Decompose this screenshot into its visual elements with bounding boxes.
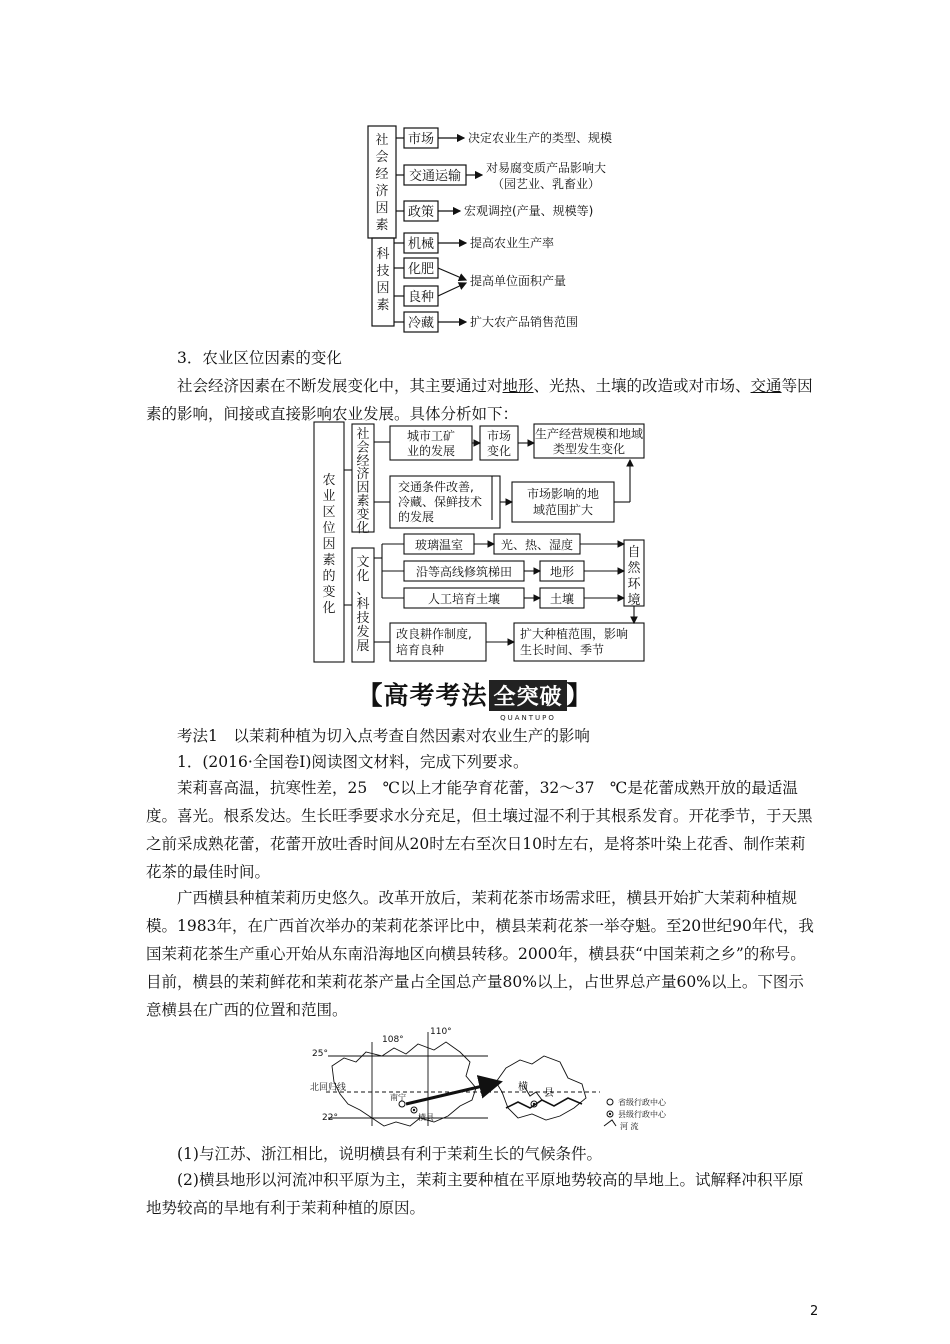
question-intro: 1．(2016·全国卷Ⅰ)阅读图文材料，完成下列要求。 bbox=[177, 753, 529, 771]
natural-env-label: 自然环境 bbox=[627, 545, 641, 608]
effect-machinery: 提高农业生产率 bbox=[470, 236, 555, 250]
social-group-label: 社会经济因素 bbox=[375, 133, 389, 233]
terrain-box: 地形 bbox=[549, 565, 575, 579]
section3-paragraph: 社会经济因素在不断发展变化中，其主要通过对地形、光热、土壤的改造或对市场、交通等因素的影响，间接或直接影响农业发展。具体分析如下： bbox=[146, 377, 813, 423]
page-number: 2 bbox=[810, 1304, 819, 1319]
light-box: 光、热、湿度 bbox=[500, 538, 574, 552]
factor-change-diagram bbox=[312, 420, 652, 666]
effect-transport-2: （园艺业、乳畜业） bbox=[492, 177, 601, 191]
tropic-label: 北回归线 bbox=[310, 1083, 347, 1093]
material-paragraph-1: 茉莉喜高温，抗寒性差，25 ℃以上才能孕育花蕾，32～37 ℃是花蕾成熟开放的最适温度。喜光。根系发达。生长旺季要求水分充足，但土壤过湿不利于其根系发育。开花季节，于天黑之前采成熟花蕾，花蕾开放吐香时间从20时左右至次日10时左右，是将茶叶染上花香、制作茉莉花茶的最佳时间。 bbox=[146, 779, 813, 881]
transport-box-1: 交通条件改善, bbox=[398, 480, 474, 494]
nanning-label: 南宁 bbox=[390, 1093, 406, 1102]
soil-box: 土壤 bbox=[549, 592, 575, 606]
legend-river: 河 流 bbox=[620, 1122, 639, 1131]
city-box-1: 城市工矿 bbox=[406, 429, 456, 443]
factor-market: 市场 bbox=[407, 132, 435, 147]
soil-make-box: 人工培育土壤 bbox=[427, 592, 501, 606]
factor-cold-storage: 冷藏 bbox=[407, 316, 435, 331]
market-range-box-1: 市场影响的地 bbox=[526, 487, 600, 501]
lat-22-label: 22° bbox=[322, 1113, 338, 1123]
lon-108-label: 108° bbox=[382, 1035, 404, 1045]
effect-transport-1: 对易腐变质产品影响大 bbox=[486, 161, 607, 175]
material-paragraph-2: 广西横县种植茉莉历史悠久。改革开放后，茉莉花茶市场需求旺，横县开始扩大茉莉种植规模。1983年，在广西首次举办的茉莉花茶评比中，横县茉莉花茶一举夺魁。至20世纪90年代，我国茉莉花茶生产重心开始从东南沿海地区向横县转移。2000年，横县获“中国茉莉之乡”的称号。目前，横县的茉莉鲜花和茉莉花茶产量占全国总产量80%以上，占世界总产量60%以上。下图示意横县在广西的位置和范围。 bbox=[146, 889, 814, 1019]
banner-tag: 全突破 QUANTUPO bbox=[489, 680, 566, 711]
question-1: (1)与江苏、浙江相比，说明横县有利于茉莉生长的气候条件。 bbox=[177, 1145, 602, 1163]
expand-box-2: 生长时间、季节 bbox=[520, 643, 605, 657]
method-heading: 考法1 以茉莉种植为切入点考查自然因素对农业生产的影响 bbox=[177, 727, 590, 745]
xian-label: 县 bbox=[544, 1088, 554, 1099]
factor-machinery: 机械 bbox=[407, 237, 435, 252]
market-range-box-2: 域范围扩大 bbox=[532, 503, 594, 517]
legend-province: 省级行政中心 bbox=[618, 1098, 666, 1107]
lat-25-label: 25° bbox=[312, 1049, 328, 1059]
factor-policy: 政策 bbox=[407, 205, 435, 220]
market-box-2: 变化 bbox=[486, 444, 512, 458]
terrace-box: 沿等高线修筑梯田 bbox=[415, 565, 513, 579]
effect-cold-storage: 扩大农产品销售范围 bbox=[470, 315, 579, 329]
effect-market: 决定农业生产的类型、规模 bbox=[468, 131, 613, 145]
factor-seed: 良种 bbox=[407, 290, 435, 305]
factor-fertilizer: 化肥 bbox=[407, 262, 435, 277]
transport-box-2: 冷藏、保鲜技术 bbox=[398, 495, 483, 509]
glass-box: 玻璃温室 bbox=[414, 538, 464, 552]
expand-box-1: 扩大种植范围，影响 bbox=[520, 627, 629, 641]
tech-change-label: 文化、科技发展 bbox=[356, 555, 370, 654]
hengxian-small-label: 横县 bbox=[418, 1113, 434, 1122]
scale-box-1: 生产经营规模和地域 bbox=[534, 427, 644, 441]
scale-box-2: 类型发生变化 bbox=[552, 442, 626, 456]
transport-box-3: 的发展 bbox=[398, 510, 435, 524]
heng-label: 横 bbox=[518, 1082, 528, 1093]
outer-label: 农业区位因素的变化 bbox=[322, 473, 336, 616]
effect-policy: 宏观调控(产量、规模等) bbox=[464, 204, 594, 218]
improve-box-2: 培育良种 bbox=[396, 643, 445, 657]
legend-county: 县级行政中心 bbox=[618, 1110, 666, 1119]
lon-110-label: 110° bbox=[430, 1027, 452, 1037]
section-banner: 【高考考法 全突破 QUANTUPO 】 bbox=[357, 681, 593, 722]
location-factors-diagram bbox=[360, 118, 650, 340]
social-change-label: 社会经济因素变化 bbox=[356, 427, 370, 536]
question-2: (2)横县地形以河流冲积平原为主，茉莉主要种植在平原地势较高的旱地上。试解释冲积平原地势较高的旱地有利于茉莉种植的原因。 bbox=[146, 1171, 804, 1217]
hengxian-outline bbox=[496, 1056, 586, 1120]
factor-transport: 交通运输 bbox=[408, 169, 462, 184]
tech-group-label: 科技因素 bbox=[376, 247, 390, 313]
guangxi-outline bbox=[332, 1042, 476, 1126]
market-box-1: 市场 bbox=[486, 429, 512, 443]
section3-heading: 3．农业区位因素的变化 bbox=[177, 349, 342, 367]
improve-box-1: 改良耕作制度, bbox=[396, 627, 472, 641]
effect-yield: 提高单位面积产量 bbox=[470, 274, 567, 288]
hengxian-location-map bbox=[310, 1026, 690, 1138]
city-box-2: 业的发展 bbox=[406, 444, 456, 458]
